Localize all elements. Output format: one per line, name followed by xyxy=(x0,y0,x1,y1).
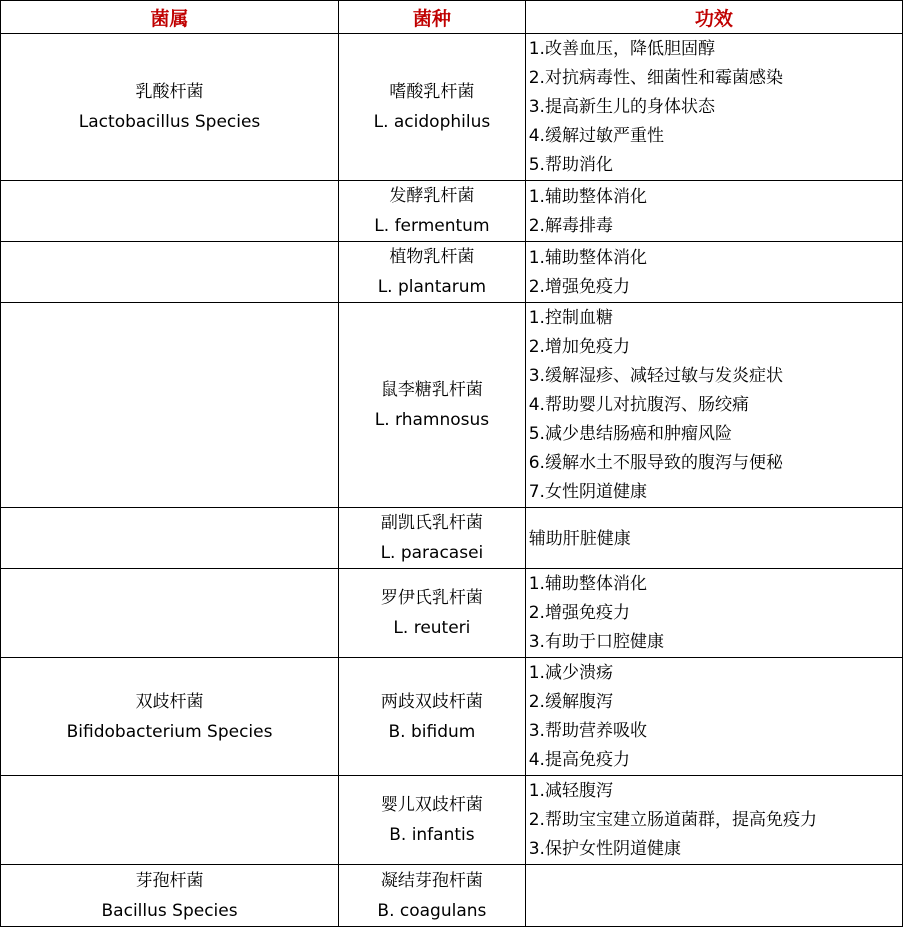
effect-item: 4.帮助婴儿对抗腹泻、肠绞痛 xyxy=(528,395,749,415)
species-cell xyxy=(339,569,526,658)
effect-item: 4.缓解过敏严重性 xyxy=(528,126,664,146)
species-cell xyxy=(339,303,526,508)
effect-item: 1.辅助整体消化 xyxy=(528,247,647,268)
species-cell xyxy=(339,776,526,865)
species-name: 罗伊氏乳杆菌 xyxy=(380,588,483,608)
effect-item: 2.增加免疫力 xyxy=(528,337,630,357)
species-name: 副凯氏乳杆菌 xyxy=(380,513,483,533)
effects-cell xyxy=(525,569,902,658)
effect-item: 5.减少患结肠癌和肿瘤风险 xyxy=(528,424,732,444)
header-effects: 功效 xyxy=(525,1,902,34)
effect-item: 1.减少溃疡 xyxy=(528,663,613,683)
genus-latin-name: Bacillus Species xyxy=(101,900,238,921)
genus-latin-name: Lactobacillus Species xyxy=(78,112,261,132)
effect-item: 4.提高免疫力 xyxy=(528,750,630,770)
species-name: 凝结芽孢杆菌 xyxy=(380,870,483,891)
effect-item: 3.保护女性阴道健康 xyxy=(528,839,681,859)
species-latin-name: L. plantarum xyxy=(377,277,487,297)
genus-latin-name: Bifidobacterium Species xyxy=(66,721,273,742)
effects-cell xyxy=(525,34,902,181)
table-row xyxy=(1,569,903,658)
effect-item: 辅助肝脏健康 xyxy=(528,528,631,549)
effect-item: 5.帮助消化 xyxy=(528,155,613,175)
effects-cell xyxy=(525,242,902,303)
species-latin-name: L. fermentum xyxy=(374,216,490,236)
species-latin-name: L. rhamnosus xyxy=(374,410,490,430)
genus-cell xyxy=(1,776,339,865)
genus-cell xyxy=(1,865,339,927)
species-cell xyxy=(339,508,526,569)
effects-cell xyxy=(525,181,902,242)
effect-item: 2.缓解腹泻 xyxy=(528,692,613,712)
table-row xyxy=(1,34,903,181)
genus-cell xyxy=(1,181,339,242)
species-cell xyxy=(339,865,526,927)
species-cell xyxy=(339,181,526,242)
species-name: 发酵乳杆菌 xyxy=(389,186,475,206)
table-row xyxy=(1,508,903,569)
effect-item: 3.缓解湿疹、减轻过敏与发炎症状 xyxy=(528,366,783,386)
effect-item: 6.缓解水土不服导致的腹泻与便秘 xyxy=(528,453,783,473)
effect-item: 2.帮助宝宝建立肠道菌群，提高免疫力 xyxy=(528,810,817,830)
effect-item: 2.增强免疫力 xyxy=(528,603,630,623)
table-row xyxy=(1,776,903,865)
effects-cell xyxy=(525,508,902,569)
effects-cell xyxy=(525,865,902,927)
effect-item: 3.帮助营养吸收 xyxy=(528,721,647,741)
species-name: 婴儿双歧杆菌 xyxy=(380,795,483,815)
header-row xyxy=(1,1,903,34)
effects-cell xyxy=(525,658,902,776)
genus-name: 芽孢杆菌 xyxy=(135,870,204,891)
genus-name: 双歧杆菌 xyxy=(135,691,204,712)
species-name: 两歧双歧杆菌 xyxy=(380,691,483,712)
table-row xyxy=(1,303,903,508)
species-latin-name: B. infantis xyxy=(389,825,475,845)
effect-item: 1.控制血糖 xyxy=(528,308,613,328)
species-latin-name: L. paracasei xyxy=(380,543,484,563)
table-row xyxy=(1,181,903,242)
species-name: 植物乳杆菌 xyxy=(389,247,475,267)
effect-item: 7.女性阴道健康 xyxy=(528,482,647,502)
header-species: 菌种 xyxy=(339,1,526,34)
effect-item: 1.辅助整体消化 xyxy=(528,186,647,207)
species-cell xyxy=(339,242,526,303)
species-latin-name: L. reuteri xyxy=(393,618,471,638)
species-cell xyxy=(339,658,526,776)
species-latin-name: B. coagulans xyxy=(377,900,487,921)
genus-cell xyxy=(1,303,339,508)
table-row xyxy=(1,658,903,776)
species-latin-name: L. acidophilus xyxy=(373,112,491,132)
effect-item: 2.解毒排毒 xyxy=(528,215,613,236)
effects-cell xyxy=(525,776,902,865)
genus-cell xyxy=(1,658,339,776)
effect-item: 2.对抗病毒性、细菌性和霉菌感染 xyxy=(528,68,783,88)
species-name: 鼠李糖乳杆菌 xyxy=(380,380,483,400)
species-name: 嗜酸乳杆菌 xyxy=(389,82,475,102)
genus-cell xyxy=(1,242,339,303)
effect-item: 1.辅助整体消化 xyxy=(528,574,647,594)
effects-cell xyxy=(525,303,902,508)
genus-cell xyxy=(1,569,339,658)
table-row xyxy=(1,865,903,927)
table-row xyxy=(1,242,903,303)
effect-item: 3.提高新生儿的身体状态 xyxy=(528,97,715,117)
species-latin-name: B. bifidum xyxy=(388,721,476,742)
species-cell xyxy=(339,34,526,181)
header-genus: 菌属 xyxy=(1,1,339,34)
effect-item: 2.增强免疫力 xyxy=(528,276,630,297)
effect-item: 3.有助于口腔健康 xyxy=(528,632,664,652)
genus-cell xyxy=(1,508,339,569)
genus-name: 乳酸杆菌 xyxy=(135,82,204,102)
effect-item: 1.减轻腹泻 xyxy=(528,781,613,801)
genus-cell xyxy=(1,34,339,181)
effect-item: 1.改善血压，降低胆固醇 xyxy=(528,39,715,59)
